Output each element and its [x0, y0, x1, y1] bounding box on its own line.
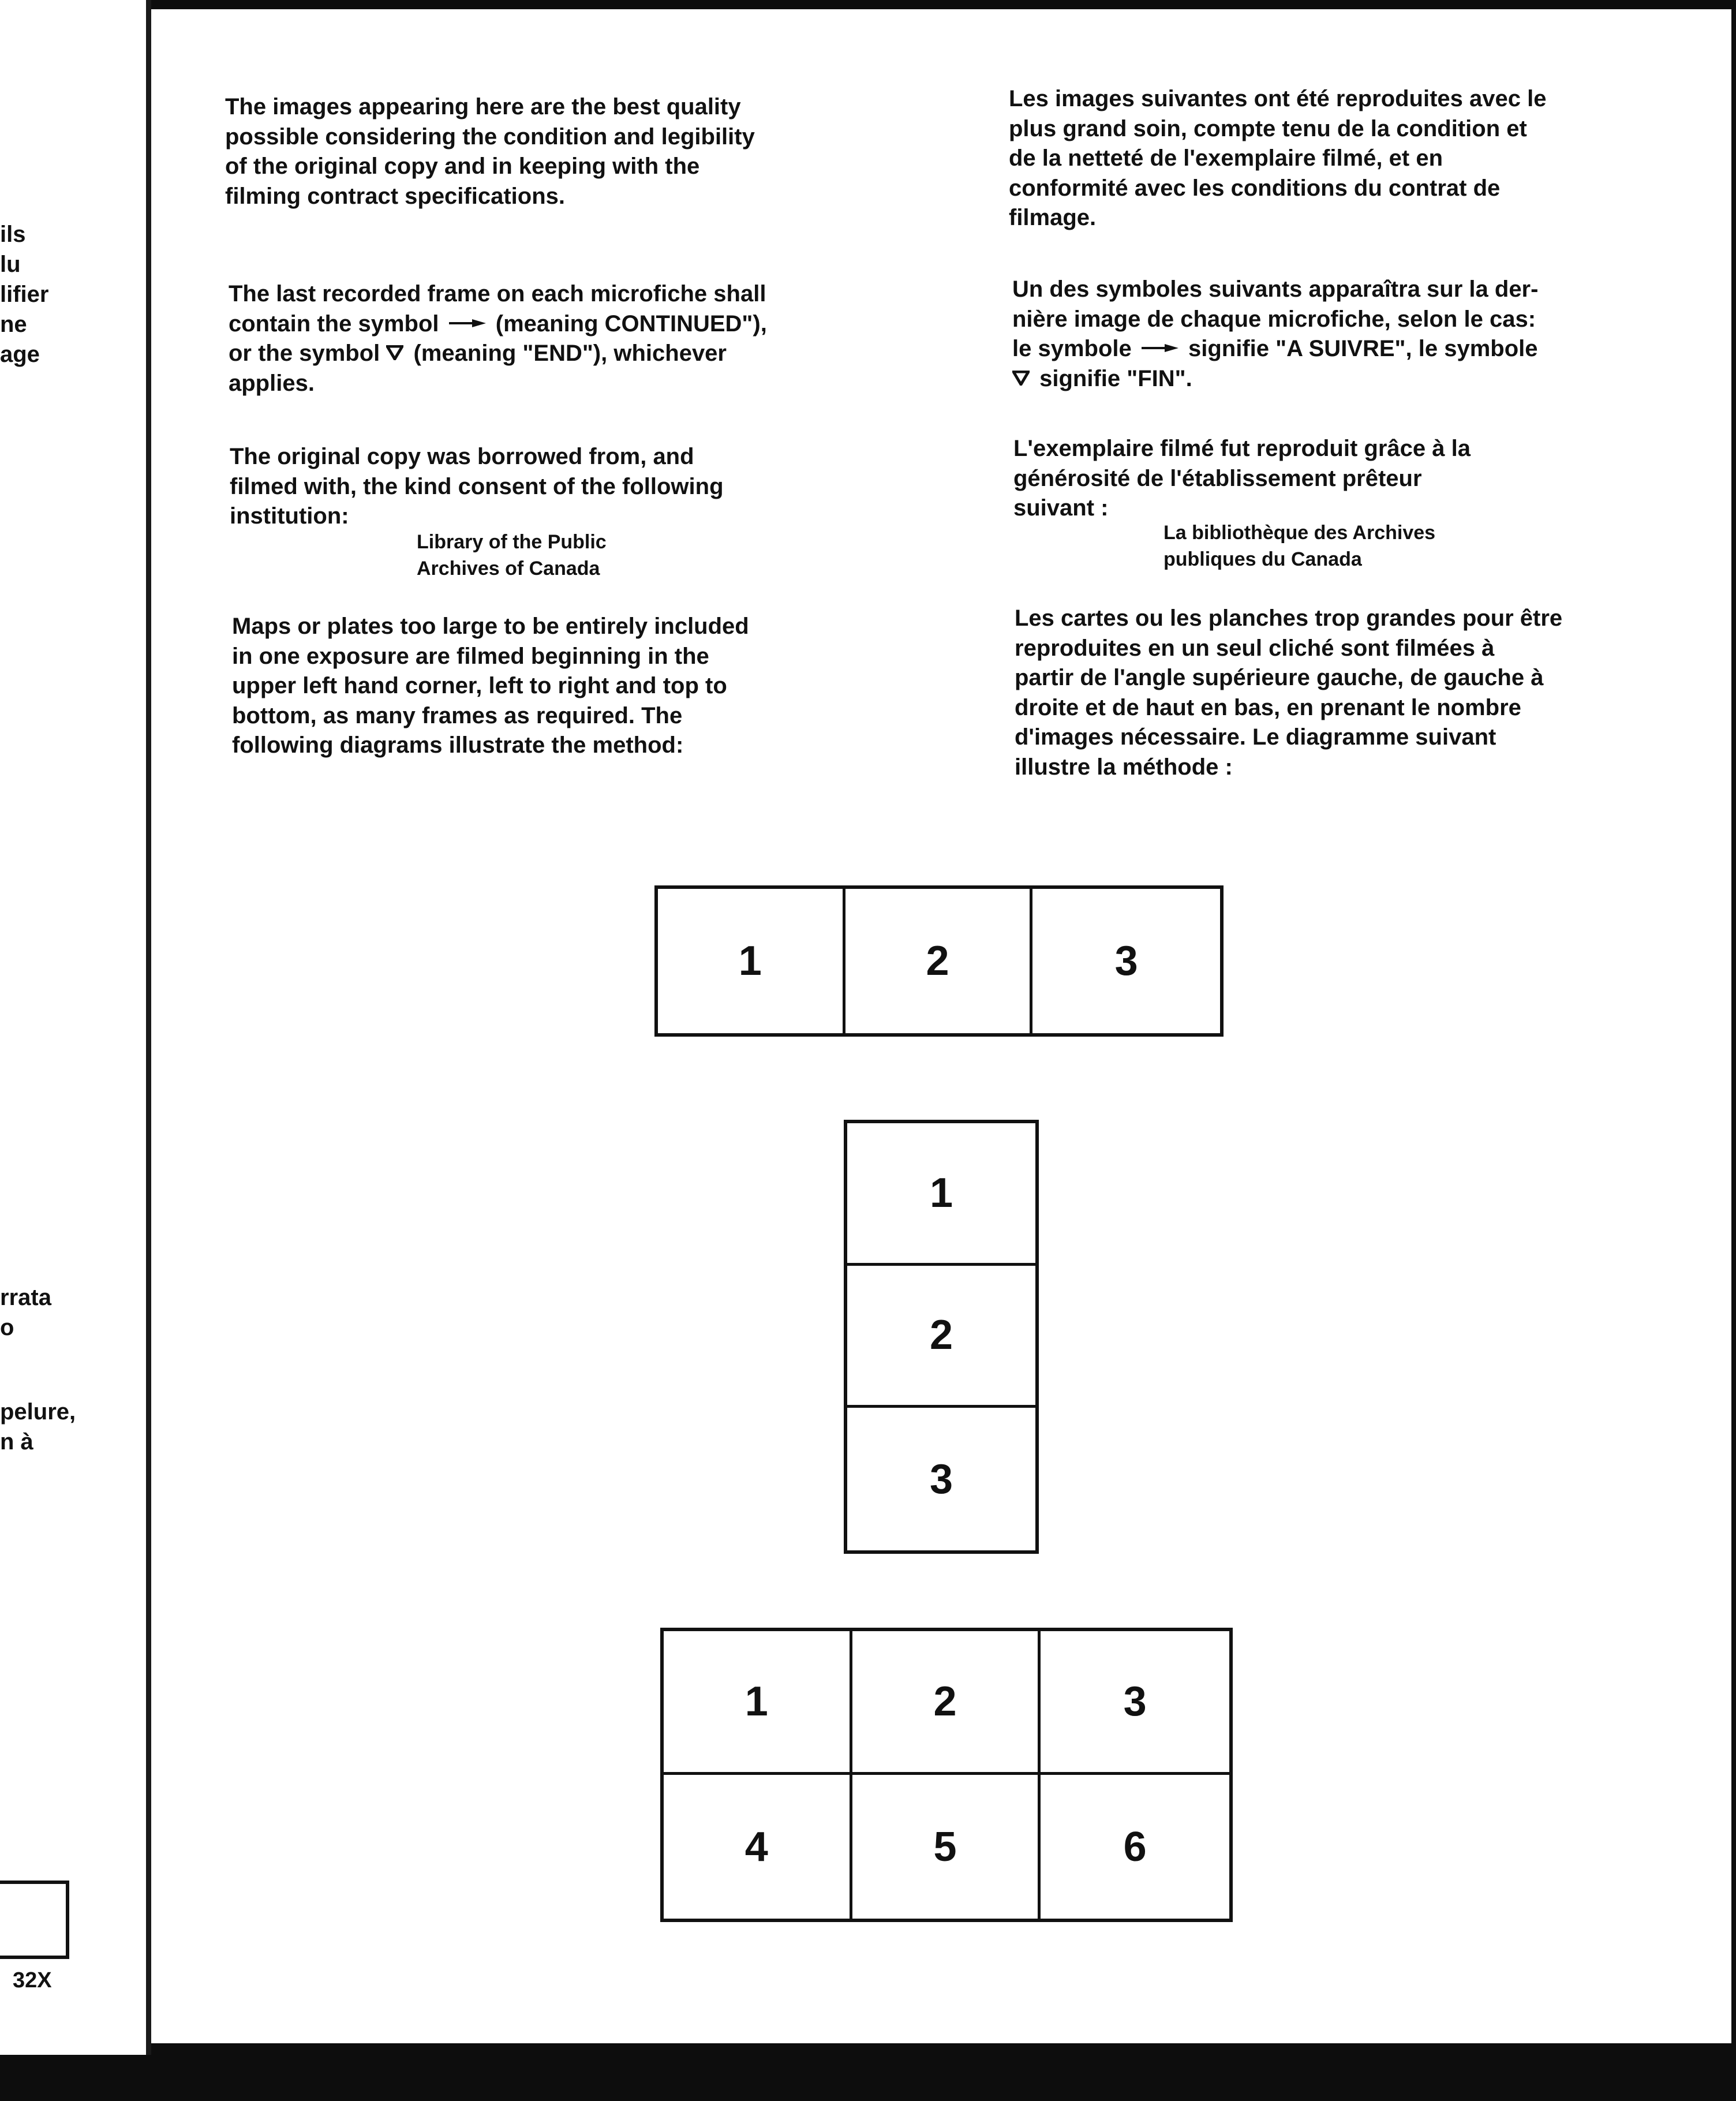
margin-fragment: ils: [0, 222, 26, 247]
diagram-row-of-three: [654, 885, 1224, 1037]
suivre-arrow-icon: [1142, 344, 1178, 352]
french-institution-paragraph: L'exemplaire filmé fut reproduit grâce à la générosité de l'établissement prêteur suivant :: [1013, 436, 1471, 521]
margin-fragment: pelure,: [0, 1399, 76, 1425]
frame-cell: 1: [658, 889, 845, 1033]
frame-cell: 2: [852, 1631, 1041, 1775]
english-maps-paragraph: Maps or plates too large to be entirely included in one exposure are filmed beginning in the upper left hand corner, left to right and top to bottom, as many frames as required. The following diagrams illustrate the method:: [232, 614, 749, 758]
frame-cell: 3: [1041, 1631, 1229, 1775]
french-institution-name: La bibliothèque des Archives publiques du Canada: [1163, 522, 1436, 570]
margin-fragment: ne: [0, 312, 27, 337]
end-triangle-icon: [386, 345, 403, 360]
margin-fragment: lu: [0, 252, 21, 277]
english-symbol-paragraph: The last recorded frame on each microfiche shall contain the symbol (meaning CONTINUED"), or the symbol (meaning "END"), whichever applies.: [229, 281, 767, 396]
margin-fragment: lifier: [0, 282, 49, 307]
frame-cell: 2: [845, 889, 1033, 1033]
frame-cell: 4: [664, 1775, 852, 1919]
frame-cell: 6: [1123, 1823, 1147, 1870]
french-maps-paragraph: Les cartes ou les planches trop grandes pour être reproduites en un seul cliché sont filmées à partir de l'angle supérieure gauche, de gauche à droite et de haut en bas, en prenant le nombre d'images nécessaire. Le diagramme suivant illustre la méthode :: [1015, 605, 1563, 780]
frame-cell: 2: [847, 1266, 1035, 1408]
english-quality-paragraph: The images appearing here are the best quality possible considering the condition and legibility of the original copy and in keeping with the filming contract specifications.: [225, 94, 755, 209]
diagram-block-of-six: [660, 1628, 1233, 1922]
frame-cell: 5: [852, 1775, 1041, 1919]
diagram-column-of-three: [844, 1120, 1039, 1554]
reduction-ratio-label: 32X: [13, 1968, 52, 1992]
margin-fragment: n à: [0, 1429, 33, 1455]
margin-fragment: o: [0, 1315, 14, 1340]
page-gutter: [146, 0, 151, 2055]
fin-triangle-icon: [1012, 371, 1030, 386]
margin-fragment: age: [0, 342, 40, 367]
english-institution-name: Library of the Public Archives of Canada: [417, 531, 607, 580]
frame-cell: 1: [664, 1631, 852, 1775]
french-symbol-paragraph: Un des symboles suivants apparaîtra sur la der- nière image de chaque microfiche, selon le cas: le symbole signifie "A SUIVRE", le symbole signifie "FIN".: [1012, 276, 1539, 391]
reduction-ratio-box: [0, 1881, 69, 1959]
frame-cell: 3: [1114, 938, 1138, 984]
continued-arrow-icon: [449, 319, 486, 327]
french-quality-paragraph: Les images suivantes ont été reproduites avec le plus grand soin, compte tenu de la condition et de la netteté de l'exemplaire filmé, et en conformité avec les conditions du contrat de filmage.: [1009, 86, 1547, 230]
english-institution-paragraph: The original copy was borrowed from, and filmed with, the kind consent of the following institution:: [230, 444, 724, 529]
frame-cell: 3: [929, 1456, 953, 1502]
margin-fragment: rrata: [0, 1285, 51, 1310]
frame-cell: 1: [847, 1123, 1035, 1266]
